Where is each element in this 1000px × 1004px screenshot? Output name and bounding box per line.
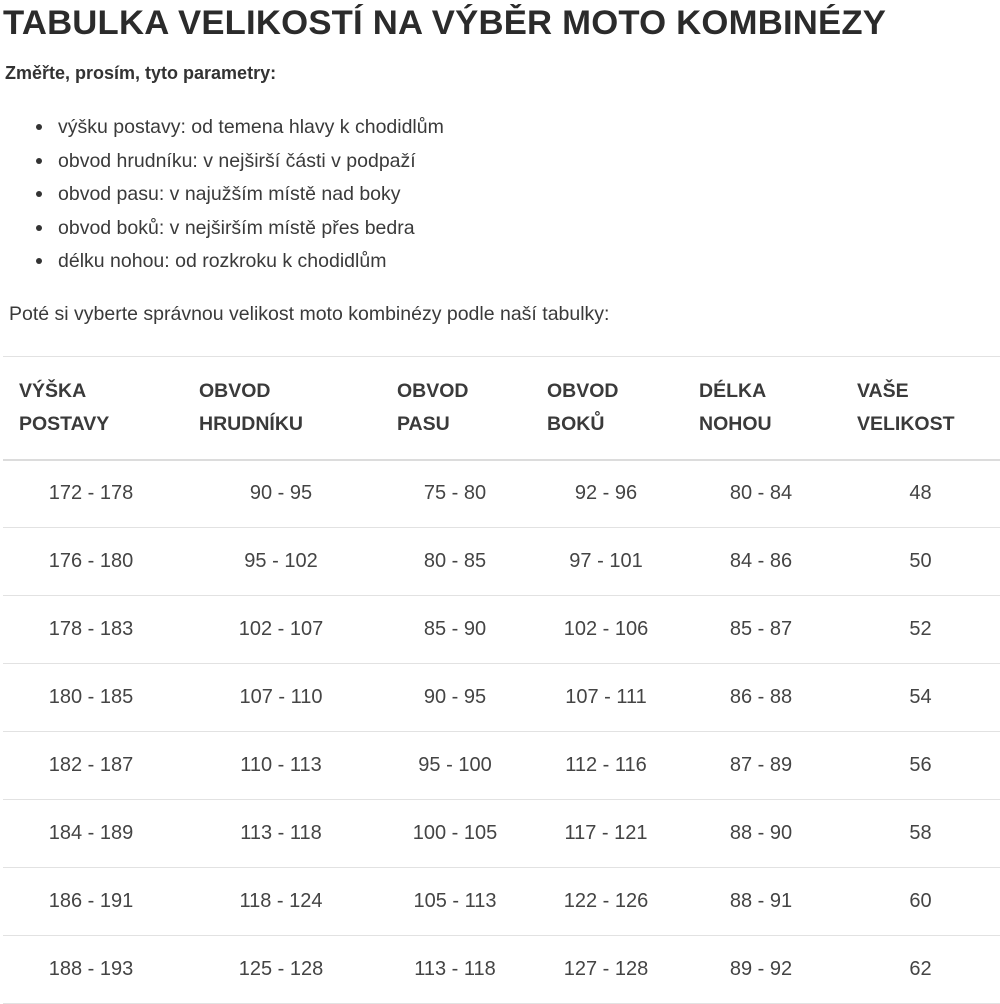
table-row [3, 460, 1000, 528]
cell-leg-length: 86 - 88 [729, 686, 793, 708]
cell-waist: 90 - 95 [423, 686, 487, 708]
cell-chest: 102 - 107 [238, 618, 324, 640]
table-row [3, 868, 1000, 936]
cell-leg-length: 87 - 89 [729, 754, 793, 776]
parameter-text: obvod boků: v nejširším místě přes bedra [58, 216, 415, 239]
cell-size: 56 [909, 754, 932, 776]
cell-size: 62 [909, 958, 932, 980]
cell-chest: 107 - 110 [239, 686, 323, 708]
parameter-text: výšku postavy: od temena hlavy k chodidlům [58, 116, 444, 138]
cell-hips: 112 - 116 [565, 754, 647, 776]
cell-waist: 100 - 105 [412, 822, 498, 844]
cell-chest: 113 - 118 [240, 822, 322, 844]
cell-leg-length: 85 - 87 [729, 618, 793, 640]
header-hips: OBVOD BOKŮ [547, 379, 619, 435]
list-item [36, 113, 444, 147]
cell-height: 172 - 178 [48, 482, 134, 505]
cell-hips: 107 - 111 [565, 686, 647, 708]
table-header-row [3, 357, 1000, 460]
cell-waist: 113 - 118 [414, 958, 496, 980]
cell-hips: 92 - 96 [574, 482, 638, 505]
table-row [3, 528, 1000, 596]
list-item [36, 247, 444, 281]
bullet-icon [36, 225, 42, 231]
table-row [3, 732, 1000, 800]
measure-instructions-heading: Změřte, prosím, tyto parametry: [5, 63, 277, 83]
cell-chest: 118 - 124 [239, 890, 323, 912]
cell-size: 52 [909, 618, 932, 640]
bullet-icon [36, 158, 42, 164]
bullet-icon [36, 191, 42, 197]
cell-chest: 95 - 102 [244, 550, 318, 572]
parameter-text: délku nohou: od rozkroku k chodidlům [58, 250, 387, 272]
cell-size: 60 [909, 890, 932, 912]
cell-hips: 97 - 101 [569, 550, 643, 572]
cell-waist: 105 - 113 [413, 890, 497, 912]
cell-hips: 122 - 126 [563, 890, 649, 912]
cell-height: 176 - 180 [48, 550, 134, 572]
cell-waist: 80 - 85 [423, 550, 487, 572]
bullet-icon [36, 258, 42, 264]
table-intro-text: Poté si vyberte správnou velikost moto kombinézy podle naší tabulky: [9, 303, 610, 325]
header-waist: OBVOD PASU [397, 379, 469, 435]
cell-leg-length: 80 - 84 [729, 482, 793, 505]
parameter-text: obvod pasu: v najužším místě nad boky [58, 183, 401, 205]
header-leg-length: DÉLKA NOHOU [699, 379, 772, 435]
cell-chest: 90 - 95 [249, 482, 313, 505]
size-chart-table [3, 356, 1000, 1004]
header-chest: OBVOD HRUDNÍKU [199, 379, 303, 435]
page-title: TABULKA VELIKOSTÍ NA VÝBĚR MOTO KOMBINÉZY [3, 4, 887, 42]
table-row [3, 596, 1000, 664]
cell-chest: 110 - 113 [240, 754, 322, 776]
parameter-text: obvod hrudníku: v nejširší části v podpaží [58, 149, 416, 172]
cell-leg-length: 84 - 86 [729, 550, 793, 572]
measurement-parameter-list [36, 113, 444, 281]
header-height: VÝŠKA POSTAVY [19, 379, 110, 435]
cell-size: 48 [909, 482, 932, 505]
header-size: VAŠE VELIKOST [857, 379, 955, 435]
cell-hips: 127 - 128 [563, 958, 649, 980]
cell-hips: 102 - 106 [563, 618, 649, 640]
cell-size: 50 [909, 550, 932, 572]
cell-height: 188 - 193 [48, 958, 134, 980]
cell-leg-length: 88 - 90 [729, 822, 793, 844]
list-item [36, 214, 444, 248]
cell-height: 186 - 191 [48, 890, 134, 912]
cell-size: 58 [909, 822, 932, 844]
cell-hips: 117 - 121 [564, 822, 648, 844]
cell-leg-length: 88 - 91 [729, 890, 793, 912]
cell-height: 184 - 189 [48, 822, 134, 844]
list-item [36, 147, 444, 181]
list-item [36, 180, 444, 214]
cell-height: 178 - 183 [48, 618, 134, 640]
cell-chest: 125 - 128 [238, 958, 324, 980]
cell-height: 182 - 187 [48, 754, 134, 776]
table-row [3, 664, 1000, 732]
cell-size: 54 [909, 686, 932, 708]
bullet-icon [36, 124, 42, 130]
cell-height: 180 - 185 [48, 686, 134, 708]
table-row [3, 800, 1000, 868]
cell-waist: 95 - 100 [418, 754, 492, 776]
table-row [3, 936, 1000, 1004]
cell-waist: 85 - 90 [423, 618, 487, 640]
cell-leg-length: 89 - 92 [729, 958, 793, 980]
cell-waist: 75 - 80 [423, 482, 487, 505]
